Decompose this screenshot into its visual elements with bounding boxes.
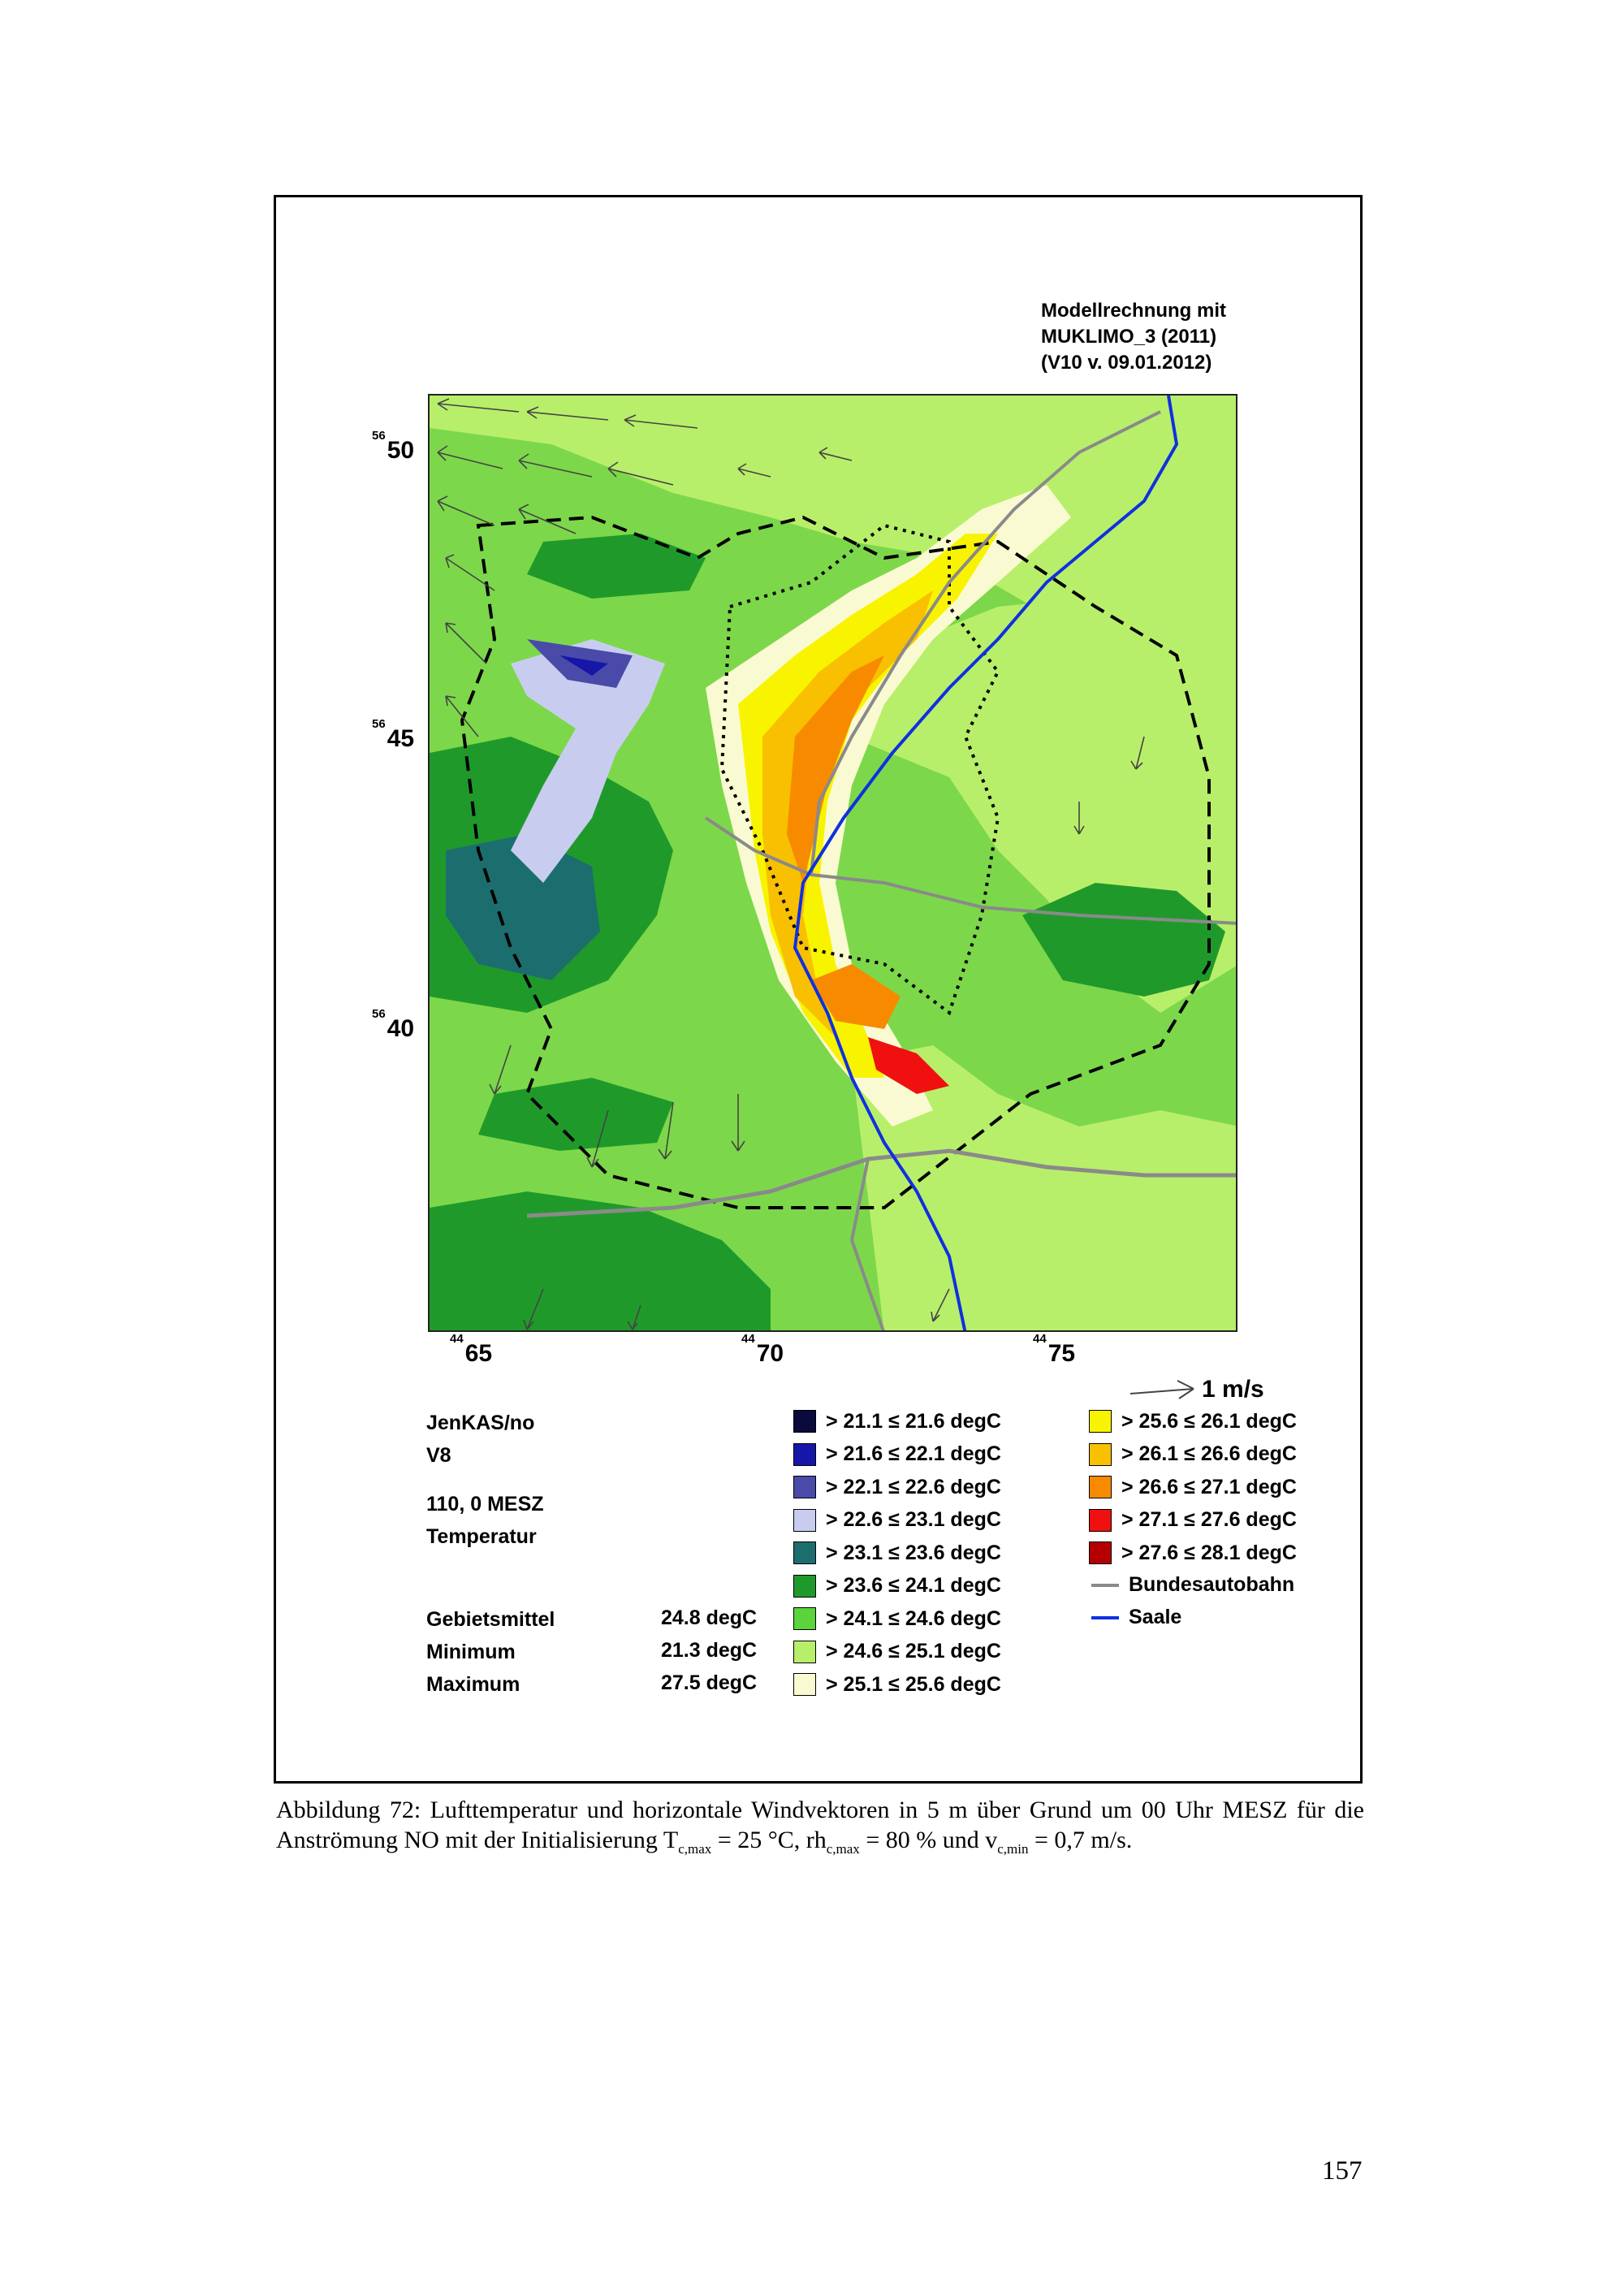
legend-left-swatch [793,1575,816,1598]
legend-left-item [793,1408,1001,1434]
run-info-2: V8 [426,1444,451,1467]
legend-right-label: > 27.6 ≤ 28.1 degC [1121,1541,1297,1564]
legend-left-label: > 22.1 ≤ 22.6 degC [826,1475,1001,1498]
legend-left-item [793,1474,1001,1500]
legend-left-item [793,1442,1001,1468]
stat-value-min: 21.3 degC [661,1639,758,1662]
map-canvas [430,396,1237,1332]
legend-left-label: > 21.1 ≤ 21.6 degC [826,1409,1001,1433]
x-tick-1: $^{44}$65 [450,1332,493,1367]
legend-left-label: > 23.6 ≤ 24.1 degC [826,1574,1001,1597]
legend-left-swatch [793,1476,816,1498]
legend-right-swatch [1089,1410,1112,1433]
credit-line-1: Modellrechnung mit [1041,300,1226,322]
model-credits [1041,298,1226,376]
legend-left-item [793,1573,1001,1599]
credit-line-2: MUKLIMO_3 (2011) [1041,326,1217,348]
x-tick-2: $^{44}$70 [741,1332,784,1367]
run-info-1: JenKAS/no [426,1412,535,1434]
scale-label: 1 m/s [1202,1376,1264,1403]
legend-left-swatch [793,1541,816,1564]
credit-line-3: (V10 v. 09.01.2012) [1041,352,1212,374]
legend-left-item [793,1540,1001,1566]
legend-left-swatch [793,1641,816,1663]
legend-line-saale: Saale [1091,1606,1181,1629]
legend-left-label: > 21.6 ≤ 22.1 degC [826,1442,1001,1465]
stat-label-mean: Gebietsmittel [426,1608,555,1631]
run-info-3: 110, 0 MESZ [426,1493,544,1516]
figure-caption: Abbildung 72: Lufttemperatur und horizontale Windvektoren in 5 m über Grund um 00 Uhr MESZ für die Anströmung NO mit der Initialisierung $T_{c,max} = 25$ °C, $rh_{c,max} = 80$ % und $v_{c,min} = 0,7$ m/s. [276,1797,1364,1857]
legend-right-swatch [1089,1541,1112,1564]
legend-left-swatch [793,1410,816,1433]
stat-label-min: Minimum [426,1641,516,1663]
legend-right-item [1089,1507,1297,1533]
legend-left-item [793,1671,1001,1697]
legend-left-swatch [793,1673,816,1696]
legend-right-label: > 26.6 ≤ 27.1 degC [1121,1475,1297,1498]
legend-right-swatch [1089,1476,1112,1498]
legend-left-item [793,1639,1001,1665]
legend-left-label: > 23.1 ≤ 23.6 degC [826,1541,1001,1564]
legend-right-item [1089,1442,1297,1468]
wind-scale [1129,1376,1264,1403]
run-info-4: Temperatur [426,1525,537,1548]
y-tick-3: $^{56}$40 [372,1007,415,1042]
legend-right-swatch [1089,1443,1112,1466]
saale-line-sample [1091,1616,1119,1619]
legend-right-item [1089,1408,1297,1434]
legend-left-item [793,1606,1001,1632]
y-tick-2: $^{56}$45 [372,717,415,752]
legend-left-swatch [793,1607,816,1630]
legend-left-swatch [793,1509,816,1532]
legend-left-label: > 24.6 ≤ 25.1 degC [826,1640,1001,1663]
legend-right-label: > 25.6 ≤ 26.1 degC [1121,1409,1297,1433]
legend-right-item [1089,1540,1297,1566]
y-tick-1: $^{56}$50 [372,429,415,464]
legend-left-item [793,1507,1001,1533]
stat-value-mean: 24.8 degC [661,1606,758,1629]
legend-left-label: > 25.1 ≤ 25.6 degC [826,1672,1001,1696]
x-tick-3: $^{44}$75 [1033,1332,1076,1367]
legend-right-label: > 26.1 ≤ 26.6 degC [1121,1442,1297,1465]
autobahn-line-sample [1091,1584,1119,1587]
legend-right-swatch [1089,1509,1112,1532]
legend-left-label: > 22.6 ≤ 23.1 degC [826,1508,1001,1531]
page-number: 157 [1322,2156,1363,2186]
legend-line-autobahn: Bundesautobahn [1091,1573,1294,1597]
scale-arrow-icon [1129,1377,1202,1402]
legend-left-swatch [793,1443,816,1466]
legend-right-label: > 27.1 ≤ 27.6 degC [1121,1508,1297,1531]
legend-right-item [1089,1474,1297,1500]
stat-label-max: Maximum [426,1673,520,1696]
temperature-map [428,394,1237,1332]
legend-left-label: > 24.1 ≤ 24.6 degC [826,1606,1001,1630]
stat-value-max: 27.5 degC [661,1671,758,1694]
